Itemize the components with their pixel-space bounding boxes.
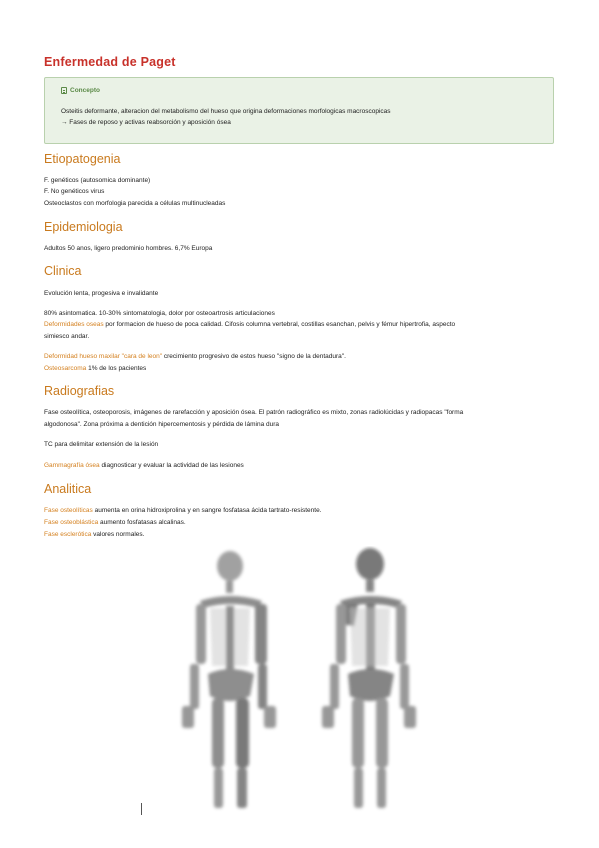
page-title: Enfermedad de Paget [44,55,176,69]
etio-line-3: Osteoclastos con morfologia parecida a células multinucleadas [44,200,226,207]
etio-line-2: F. No genéticos virus [44,188,105,195]
clinica-line-1: Evolución lenta, progesiva e invalidante [44,290,159,297]
analitica-line-3: Fase esclerótica valores normales. [44,531,145,538]
clinica-deformidades-cont: simiesco andar. [44,333,90,340]
hl-gammagrafia: Gammagrafía ósea [44,462,100,469]
radio-line-2: algodonosa". Zona próxima a dentición hipercementosis y pérdida de lámina dura [44,421,280,428]
heading-analitica: Analitica [44,482,92,496]
radio-line-3: TC para delimitar extensión de la lesión [44,441,159,448]
margin-tick [141,803,142,815]
clinica-line-2: 80% asintomatica. 10-30% sintomatologia, dolor por osteoartrosis articulaciones [44,310,275,317]
analitica-line-2: Fase osteoblástica aumento fosfatasas alcalinas. [44,519,186,526]
callout-header [61,87,100,94]
hl-fase-osteoliticas: Fase osteolíticas [44,507,93,514]
hl-osteosarcoma: Osteosarcoma [44,365,87,372]
clinica-deformidades: Deformidades oseas por formacion de hueso de poca calidad. Cifosis columna vertebral, costillas esanchan, pelvis y fémur hipertrofia, aspecto [44,321,456,328]
clinica-osteosarcoma: Osteosarcoma 1% de los pacientes [44,365,147,372]
etio-line-1: F. genéticos (autosomica dominante) [44,177,151,184]
heading-etiopatogenia: Etiopatogenia [44,152,121,166]
note-icon [61,87,67,94]
heading-radiografias: Radiografias [44,384,115,398]
radio-line-1: Fase osteolítica, osteoporosis, imágenes de rarefacción y aposición ósea. El patrón radiográfico es mixto, zonas radiolúcidas y radiopacas "forma [44,409,464,416]
analitica-line-1: Fase osteolíticas aumenta en orina hidroxiprolina y en sangre fosfatasa ácida tartrato-resistente. [44,507,322,514]
hl-fase-osteoblastica: Fase osteoblástica [44,519,99,526]
hl-fase-esclerotica: Fase esclerótica [44,531,92,538]
radio-gammagrafia: Gammagrafía ósea diagnosticar y evaluar la actividad de las lesiones [44,462,244,469]
bone-scan-image [170,546,428,816]
epi-line-1: Adultos 50 anos, ligero predominio hombres. 6,7% Europa [44,245,213,252]
hl-deformidades: Deformidades oseas [44,321,104,328]
callout-label: Concepto [70,87,100,94]
heading-epidemiologia: Epidemiologia [44,220,123,234]
concept-line-2: → Fases de reposo y activas reabsorción y aposición ósea [61,119,231,126]
concept-callout [44,77,554,144]
clinica-maxilar: Deformidad hueso maxilar "cara de leon" crecimiento progresivo de estos hueso "signo de la dentadura". [44,353,346,360]
hl-maxilar: Deformidad hueso maxilar "cara de leon" [44,353,163,360]
concept-line-1: Osteitis deformante, alteracion del metabolismo del hueso que origina deformaciones morfologicas macroscopicas [61,108,391,115]
heading-clinica: Clinica [44,264,82,278]
